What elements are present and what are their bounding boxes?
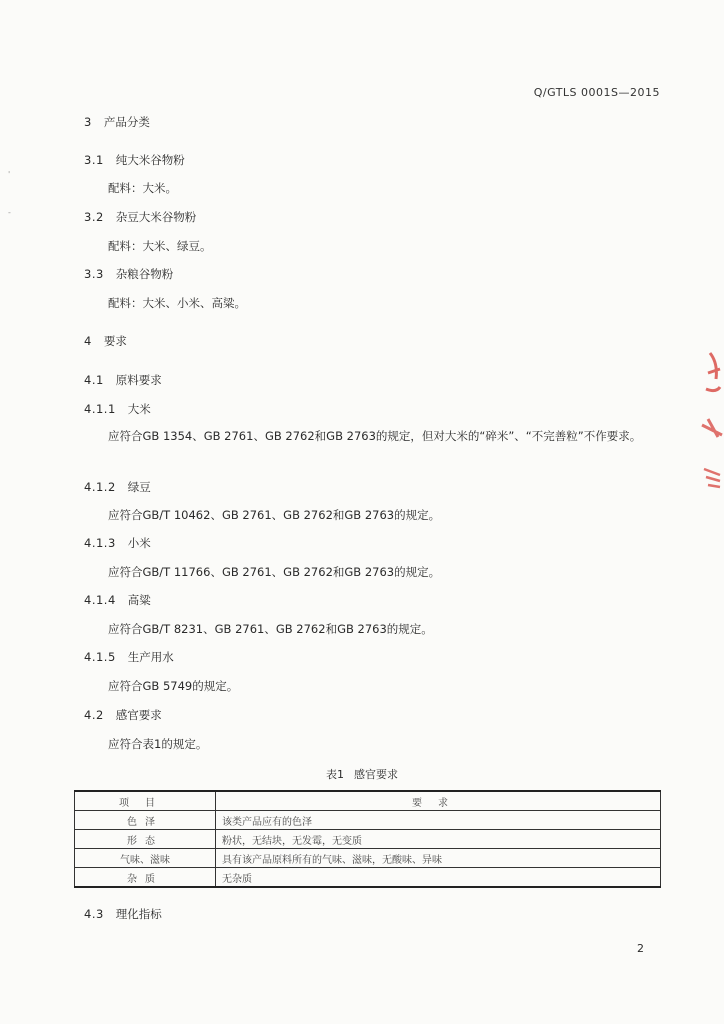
section-title: 小米 [127, 536, 151, 550]
section-heading-4 [84, 333, 127, 349]
section-heading-3-1 [84, 152, 185, 168]
section-number: 4.1 [84, 373, 104, 387]
paragraph-4-1-3: 应符合GB/T 11766、GB 2761、GB 2762和GB 2763的规定。 [108, 565, 441, 579]
section-number: 4.1.4 [84, 593, 116, 607]
table-row [75, 811, 661, 830]
section-heading-4-1-4 [84, 592, 151, 608]
paragraph-3-2: 配料：大米、绿豆。 [108, 239, 212, 253]
section-title: 感官要求 [115, 708, 162, 722]
section-heading-4-1-1 [84, 401, 151, 417]
section-title: 绿豆 [127, 480, 151, 494]
section-number: 3.3 [84, 267, 104, 281]
section-title: 生产用水 [127, 650, 174, 664]
row-item: 杂质 [75, 868, 216, 888]
section-number: 3.1 [84, 153, 104, 167]
table-row [75, 830, 661, 849]
page-number: 2 [637, 942, 644, 955]
column-header-requirement: 要求 [216, 791, 661, 811]
standard-code: Q/GTLS 0001S—2015 [533, 86, 660, 99]
section-number: 3.2 [84, 210, 104, 224]
paragraph-3-1: 配料：大米。 [108, 181, 177, 195]
table-caption [0, 766, 724, 782]
section-number: 4.1.3 [84, 536, 116, 550]
row-requirement: 无杂质 [216, 868, 661, 888]
section-title: 高粱 [127, 593, 151, 607]
section-number: 4.1.1 [84, 402, 116, 416]
section-title: 杂豆大米谷物粉 [115, 210, 197, 224]
section-heading-3-2 [84, 209, 196, 225]
paragraph-4-1-5: 应符合GB 5749的规定。 [108, 679, 239, 693]
paragraph-4-1-1: 应符合GB 1354、GB 2761、GB 2762和GB 2763的规定，但对大米的“碎米”、“不完善粒”不作要求。 [108, 429, 642, 443]
section-number: 4 [84, 334, 92, 348]
paragraph-4-2: 应符合表1的规定。 [108, 737, 208, 751]
section-title: 要求 [103, 334, 127, 348]
section-title: 大米 [127, 402, 151, 416]
section-title: 纯大米谷物粉 [115, 153, 185, 167]
paragraph-4-1-4: 应符合GB/T 8231、GB 2761、GB 2762和GB 2763的规定。 [108, 622, 433, 636]
section-number: 4.3 [84, 907, 104, 921]
row-item: 形态 [75, 830, 216, 849]
section-heading-4-2 [84, 707, 162, 723]
section-heading-4-3 [84, 906, 162, 922]
row-item: 气味、滋味 [75, 849, 216, 868]
sensory-requirements-table [74, 790, 661, 888]
section-number: 3 [84, 115, 92, 129]
red-seal-stamp-fragment [684, 345, 724, 505]
table-header-row [75, 791, 661, 811]
table-label: 表1 [326, 768, 344, 781]
section-title: 原料要求 [115, 373, 162, 387]
column-header-item: 项目 [75, 791, 216, 811]
section-title: 杂粮谷物粉 [115, 267, 174, 281]
section-heading-4-1-5 [84, 649, 174, 665]
section-heading-4-1-3 [84, 535, 151, 551]
section-heading-3 [84, 114, 150, 130]
section-heading-4-1 [84, 372, 162, 388]
section-number: 4.1.2 [84, 480, 116, 494]
section-number: 4.1.5 [84, 650, 116, 664]
paragraph-3-3: 配料：大米、小米、高粱。 [108, 296, 246, 310]
row-requirement: 该类产品应有的色泽 [216, 811, 661, 830]
table-row [75, 868, 661, 888]
table-row [75, 849, 661, 868]
row-requirement: 具有该产品原料所有的气味、滋味，无酸味、异味 [216, 849, 661, 868]
table-title: 感官要求 [354, 768, 398, 781]
scan-mark: - [8, 208, 11, 217]
scan-mark: ' [8, 170, 11, 179]
section-heading-4-1-2 [84, 479, 151, 495]
section-number: 4.2 [84, 708, 104, 722]
section-title: 理化指标 [115, 907, 162, 921]
row-item: 色泽 [75, 811, 216, 830]
section-title: 产品分类 [103, 115, 150, 129]
row-requirement: 粉状，无结块，无发霉，无变质 [216, 830, 661, 849]
section-heading-3-3 [84, 266, 173, 282]
paragraph-4-1-2: 应符合GB/T 10462、GB 2761、GB 2762和GB 2763的规定。 [108, 508, 441, 522]
